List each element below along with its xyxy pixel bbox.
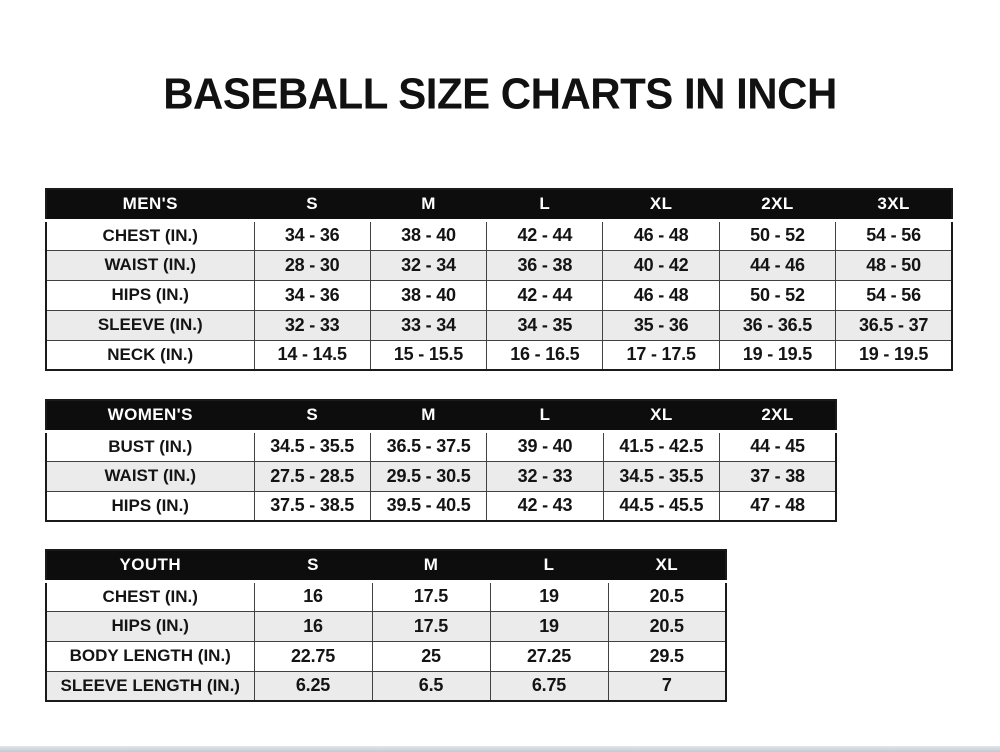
size-value-cell: 19 xyxy=(490,581,608,611)
photo-bottom-edge xyxy=(0,746,1000,752)
table-row xyxy=(46,671,726,701)
row-label-cell: SLEEVE (IN.) xyxy=(46,310,254,340)
size-value-cell: 42 - 43 xyxy=(487,491,603,521)
table-row xyxy=(46,431,836,461)
size-value-cell: 16 xyxy=(254,611,372,641)
row-label-cell: CHEST (IN.) xyxy=(46,220,254,250)
table-row xyxy=(46,250,952,280)
size-value-cell: 34 - 36 xyxy=(254,280,370,310)
size-value-cell: 34.5 - 35.5 xyxy=(254,431,370,461)
table-row xyxy=(46,310,952,340)
table-row xyxy=(46,461,836,491)
size-value-cell: 6.25 xyxy=(254,671,372,701)
row-label-cell: HIPS (IN.) xyxy=(46,611,254,641)
size-value-cell: 38 - 40 xyxy=(370,220,486,250)
size-column-header: XL xyxy=(608,550,726,581)
size-value-cell: 44.5 - 45.5 xyxy=(603,491,719,521)
size-value-cell: 44 - 46 xyxy=(719,250,835,280)
size-column-header: 3XL xyxy=(836,189,952,220)
table-row xyxy=(46,611,726,641)
size-column-header: 2XL xyxy=(720,400,836,431)
size-column-header: M xyxy=(370,189,486,220)
size-value-cell: 39 - 40 xyxy=(487,431,603,461)
size-value-cell: 25 xyxy=(372,641,490,671)
womens-size-table xyxy=(45,399,837,522)
size-value-cell: 19 - 19.5 xyxy=(836,340,952,370)
size-value-cell: 54 - 56 xyxy=(836,280,952,310)
row-label-cell: NECK (IN.) xyxy=(46,340,254,370)
size-value-cell: 36 - 36.5 xyxy=(719,310,835,340)
size-value-cell: 33 - 34 xyxy=(370,310,486,340)
table-row xyxy=(46,641,726,671)
size-value-cell: 42 - 44 xyxy=(487,220,603,250)
size-value-cell: 35 - 36 xyxy=(603,310,719,340)
size-value-cell: 32 - 34 xyxy=(370,250,486,280)
size-value-cell: 17 - 17.5 xyxy=(603,340,719,370)
size-value-cell: 40 - 42 xyxy=(603,250,719,280)
size-value-cell: 16 - 16.5 xyxy=(487,340,603,370)
size-table-header-row xyxy=(46,189,952,220)
size-value-cell: 36.5 - 37.5 xyxy=(370,431,486,461)
table-title-cell: YOUTH xyxy=(46,550,254,581)
size-column-header: XL xyxy=(603,189,719,220)
size-value-cell: 36 - 38 xyxy=(487,250,603,280)
row-label-cell: BODY LENGTH (IN.) xyxy=(46,641,254,671)
size-column-header: L xyxy=(490,550,608,581)
size-column-header: M xyxy=(372,550,490,581)
size-value-cell: 32 - 33 xyxy=(254,310,370,340)
size-value-cell: 46 - 48 xyxy=(603,220,719,250)
size-value-cell: 17.5 xyxy=(372,611,490,641)
size-value-cell: 34.5 - 35.5 xyxy=(603,461,719,491)
size-value-cell: 29.5 xyxy=(608,641,726,671)
size-value-cell: 6.75 xyxy=(490,671,608,701)
size-value-cell: 38 - 40 xyxy=(370,280,486,310)
row-label-cell: BUST (IN.) xyxy=(46,431,254,461)
size-value-cell: 37 - 38 xyxy=(720,461,836,491)
size-value-cell: 19 xyxy=(490,611,608,641)
mens-size-table xyxy=(45,188,953,371)
table-row xyxy=(46,340,952,370)
size-value-cell: 34 - 35 xyxy=(487,310,603,340)
table-title-cell: WOMEN'S xyxy=(46,400,254,431)
size-value-cell: 34 - 36 xyxy=(254,220,370,250)
size-value-cell: 36.5 - 37 xyxy=(836,310,952,340)
size-value-cell: 20.5 xyxy=(608,611,726,641)
size-value-cell: 17.5 xyxy=(372,581,490,611)
size-value-cell: 22.75 xyxy=(254,641,372,671)
row-label-cell: WAIST (IN.) xyxy=(46,250,254,280)
size-value-cell: 28 - 30 xyxy=(254,250,370,280)
size-value-cell: 27.5 - 28.5 xyxy=(254,461,370,491)
table-row xyxy=(46,581,726,611)
size-table-header-row xyxy=(46,550,726,581)
mens-size-table xyxy=(45,188,953,371)
size-value-cell: 46 - 48 xyxy=(603,280,719,310)
womens-size-table xyxy=(45,399,837,522)
table-row xyxy=(46,491,836,521)
row-label-cell: HIPS (IN.) xyxy=(46,280,254,310)
size-value-cell: 20.5 xyxy=(608,581,726,611)
row-label-cell: HIPS (IN.) xyxy=(46,491,254,521)
size-value-cell: 44 - 45 xyxy=(720,431,836,461)
size-column-header: M xyxy=(370,400,486,431)
size-column-header: S xyxy=(254,550,372,581)
size-value-cell: 39.5 - 40.5 xyxy=(370,491,486,521)
size-value-cell: 47 - 48 xyxy=(720,491,836,521)
size-column-header: L xyxy=(487,189,603,220)
size-value-cell: 32 - 33 xyxy=(487,461,603,491)
size-table-header-row xyxy=(46,400,836,431)
size-value-cell: 41.5 - 42.5 xyxy=(603,431,719,461)
size-value-cell: 6.5 xyxy=(372,671,490,701)
youth-size-table xyxy=(45,549,727,702)
size-value-cell: 16 xyxy=(254,581,372,611)
size-column-header: S xyxy=(254,400,370,431)
size-value-cell: 15 - 15.5 xyxy=(370,340,486,370)
size-value-cell: 48 - 50 xyxy=(836,250,952,280)
size-value-cell: 54 - 56 xyxy=(836,220,952,250)
size-value-cell: 42 - 44 xyxy=(487,280,603,310)
size-value-cell: 37.5 - 38.5 xyxy=(254,491,370,521)
row-label-cell: SLEEVE LENGTH (IN.) xyxy=(46,671,254,701)
size-value-cell: 27.25 xyxy=(490,641,608,671)
size-column-header: L xyxy=(487,400,603,431)
table-row xyxy=(46,220,952,250)
size-value-cell: 14 - 14.5 xyxy=(254,340,370,370)
size-column-header: S xyxy=(254,189,370,220)
size-column-header: 2XL xyxy=(719,189,835,220)
size-value-cell: 19 - 19.5 xyxy=(719,340,835,370)
size-value-cell: 50 - 52 xyxy=(719,280,835,310)
youth-size-table xyxy=(45,549,727,702)
page-title: BASEBALL SIZE CHARTS IN INCH xyxy=(163,69,837,118)
size-value-cell: 29.5 - 30.5 xyxy=(370,461,486,491)
table-title-cell: MEN'S xyxy=(46,189,254,220)
size-column-header: XL xyxy=(603,400,719,431)
table-row xyxy=(46,280,952,310)
size-value-cell: 7 xyxy=(608,671,726,701)
row-label-cell: CHEST (IN.) xyxy=(46,581,254,611)
size-value-cell: 50 - 52 xyxy=(719,220,835,250)
row-label-cell: WAIST (IN.) xyxy=(46,461,254,491)
